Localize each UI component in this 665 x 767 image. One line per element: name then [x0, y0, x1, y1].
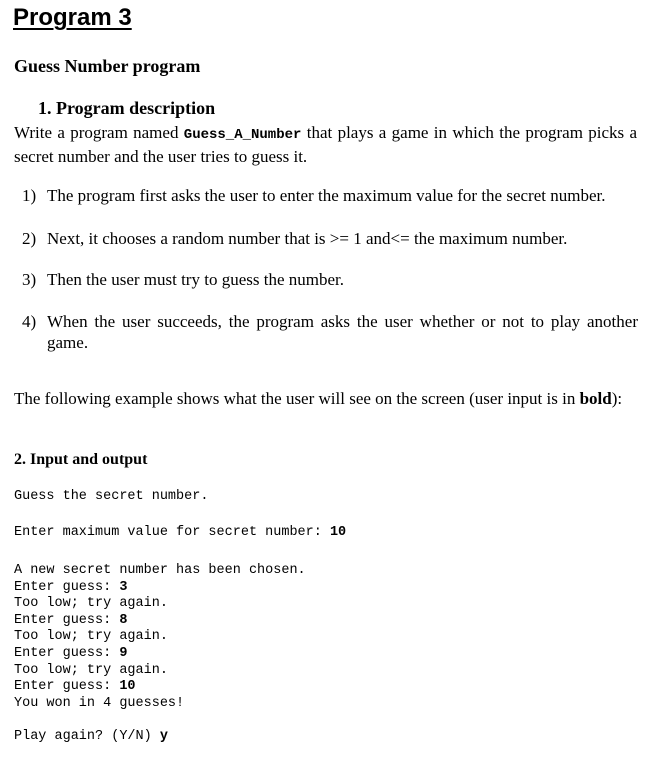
console-line-response: Too low; try again. — [14, 629, 168, 645]
page-title: Program 3 — [13, 4, 132, 31]
step-number: 3) — [22, 270, 37, 289]
console-line-max-prompt: Enter maximum value for secret number: 10 — [14, 525, 347, 540]
step-number: 4) — [22, 312, 37, 331]
console-line-response: Too low; try again. — [14, 662, 168, 678]
console-line-guess: Enter guess: 9 — [14, 645, 128, 661]
console-line-guess: Enter guess: 8 — [14, 612, 128, 628]
step-number: 1) — [22, 186, 37, 205]
step-item-4 — [22, 311, 638, 353]
console-line-play-again: Play again? (Y/N) y — [14, 729, 168, 744]
step-text: The program first asks the user to enter the maximum value for the secret number. — [47, 186, 606, 205]
console-line-intro: Guess the secret number. — [14, 489, 209, 504]
section-heading-input-output: 2. Input and output — [14, 451, 148, 468]
program-subtitle: Guess Number program — [14, 56, 201, 76]
step-item-1 — [22, 185, 638, 206]
step-item-2 — [22, 228, 638, 249]
program-name-code: Guess_A_Number — [183, 127, 302, 143]
user-input-guess: 10 — [119, 679, 136, 695]
user-input-guess: 9 — [119, 645, 128, 661]
console-line-response: Too low; try again. — [14, 596, 168, 612]
step-text: Next, it chooses a random number that is >= 1 and<= the maximum number. — [47, 229, 568, 248]
step-number: 2) — [22, 229, 37, 248]
step-text: Then the user must try to guess the number. — [47, 270, 344, 289]
user-input-max: 10 — [329, 525, 347, 540]
section-heading-program-description: 1. Program description — [38, 98, 216, 118]
console-line-guess: Enter guess: 10 — [14, 679, 136, 695]
console-line-result: You won in 4 guesses! — [14, 695, 185, 711]
user-input-guess: 8 — [119, 612, 128, 628]
program-intro-paragraph: Write a program named Guess_A_Number that plays a game in which the program picks a secret number and the user tries to guess it. — [14, 123, 638, 166]
console-block-game — [14, 563, 306, 712]
step-item-3 — [22, 269, 638, 290]
user-input-play-again: y — [159, 729, 168, 744]
step-text: When the user succeeds, the program asks the user whether or not to play another game. — [47, 312, 638, 352]
bold-word: bold — [579, 389, 612, 408]
user-input-guess: 3 — [119, 579, 128, 595]
console-line-guess: Enter guess: 3 — [14, 579, 128, 595]
console-line-chosen: A new secret number has been chosen. — [14, 563, 306, 578]
example-intro-paragraph: The following example shows what the user will see on the screen (user input is in bold): — [14, 389, 623, 408]
